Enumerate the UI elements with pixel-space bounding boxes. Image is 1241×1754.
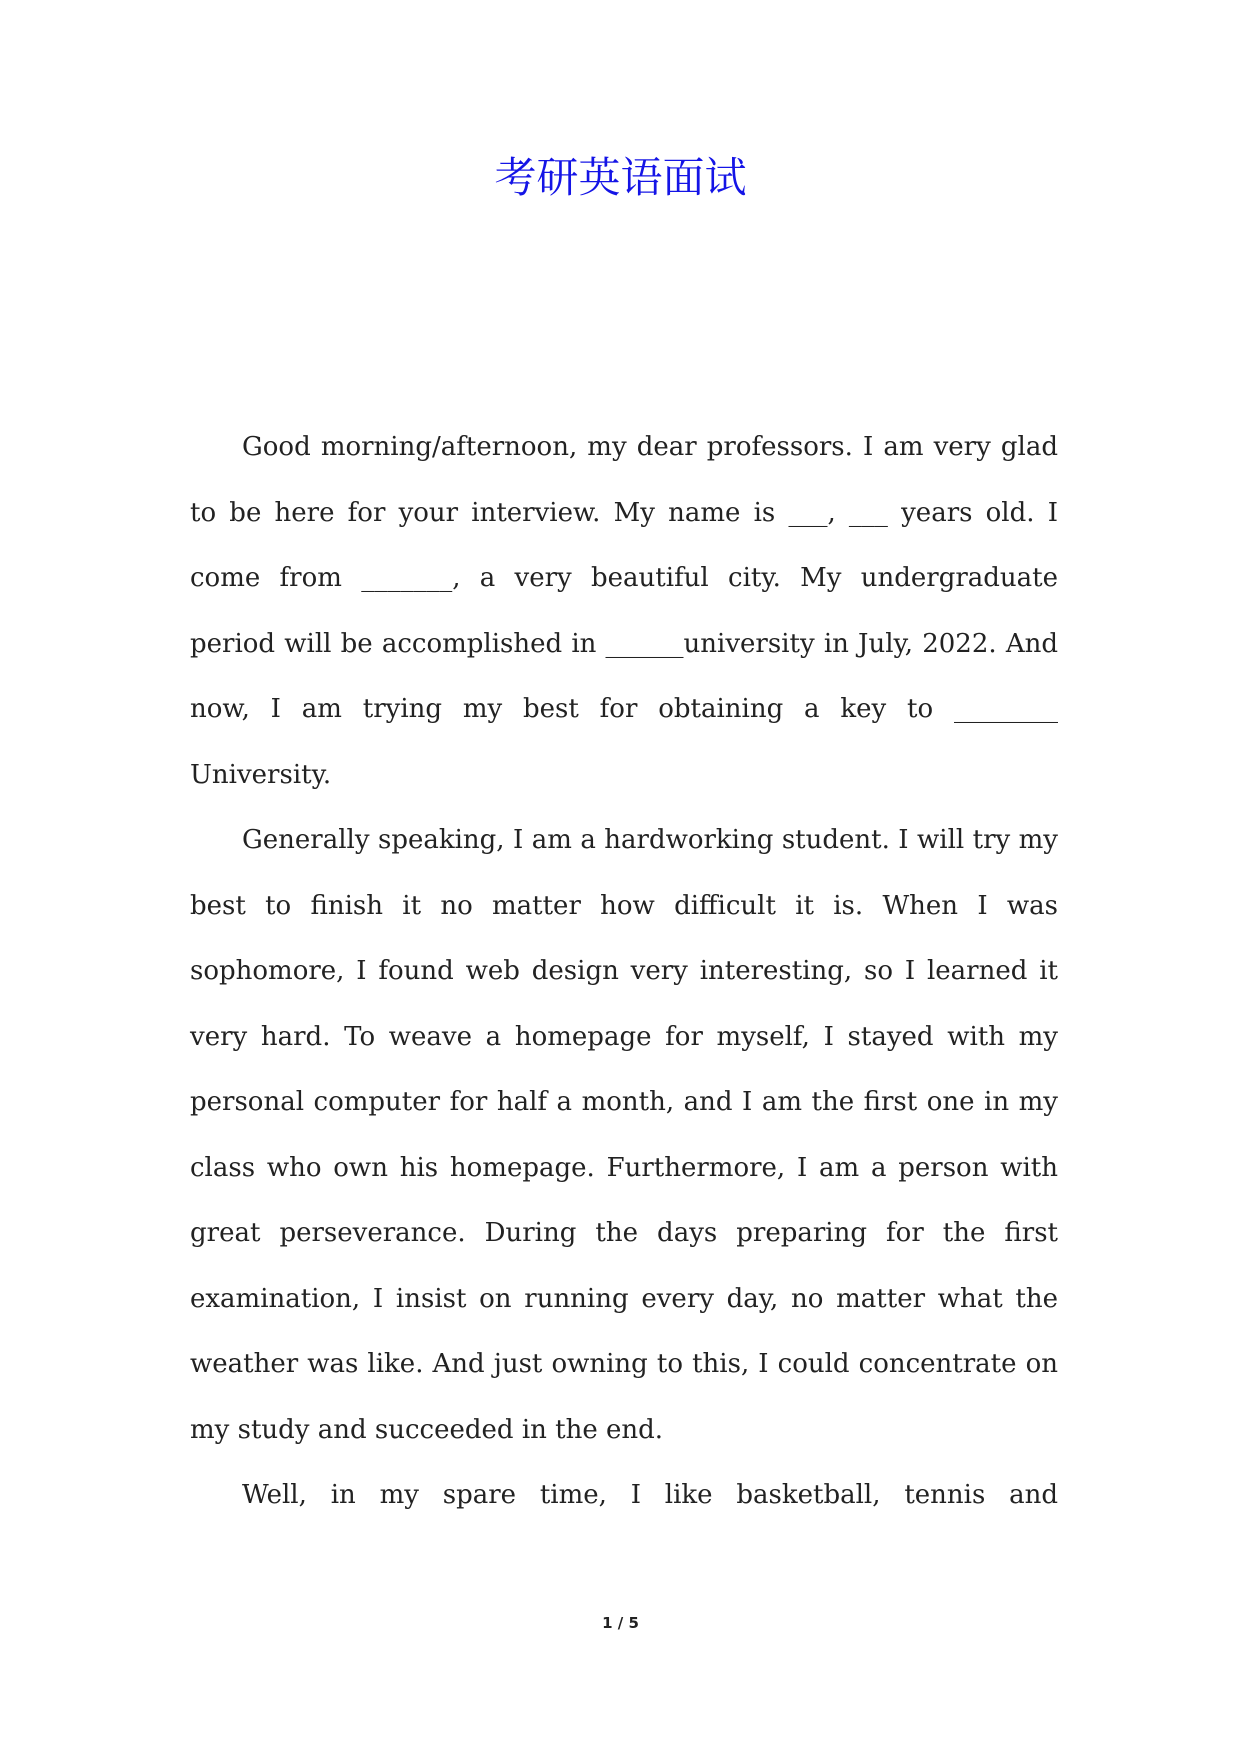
paragraph-introduction: Good morning/afternoon, my dear professors. I am very glad to be here for your interview. My name is ___, ___ years old. I come from _______, a very beautiful city. My undergraduate period will be accomplished in ______university in July, 2022. And now, I am trying my best for obtaining a key to ________ University. xyxy=(190,432,1058,790)
page-title: 考研英语面试 xyxy=(494,153,747,202)
paragraph-hobbies: Well, in my spare time, I like basketball, tennis and xyxy=(242,1480,1058,1510)
document-body xyxy=(190,415,1058,1529)
paragraph-personality: Generally speaking, I am a hardworking student. I will try my best to finish it no matter how difficult it is. When I was sophomore, I found web design very interesting, so I learned it very hard. To weave a homepage for myself, I stayed with my personal computer for half a month, and I am the first one in my class who own his homepage. Furthermore, I am a person with great perseverance. During the days preparing for the first examination, I insist on running every day, no matter what the weather was like. And just owning to this, I could concentrate on my study and succeeded in the end. xyxy=(190,825,1058,1445)
page-number: 1 / 5 xyxy=(602,1614,639,1632)
